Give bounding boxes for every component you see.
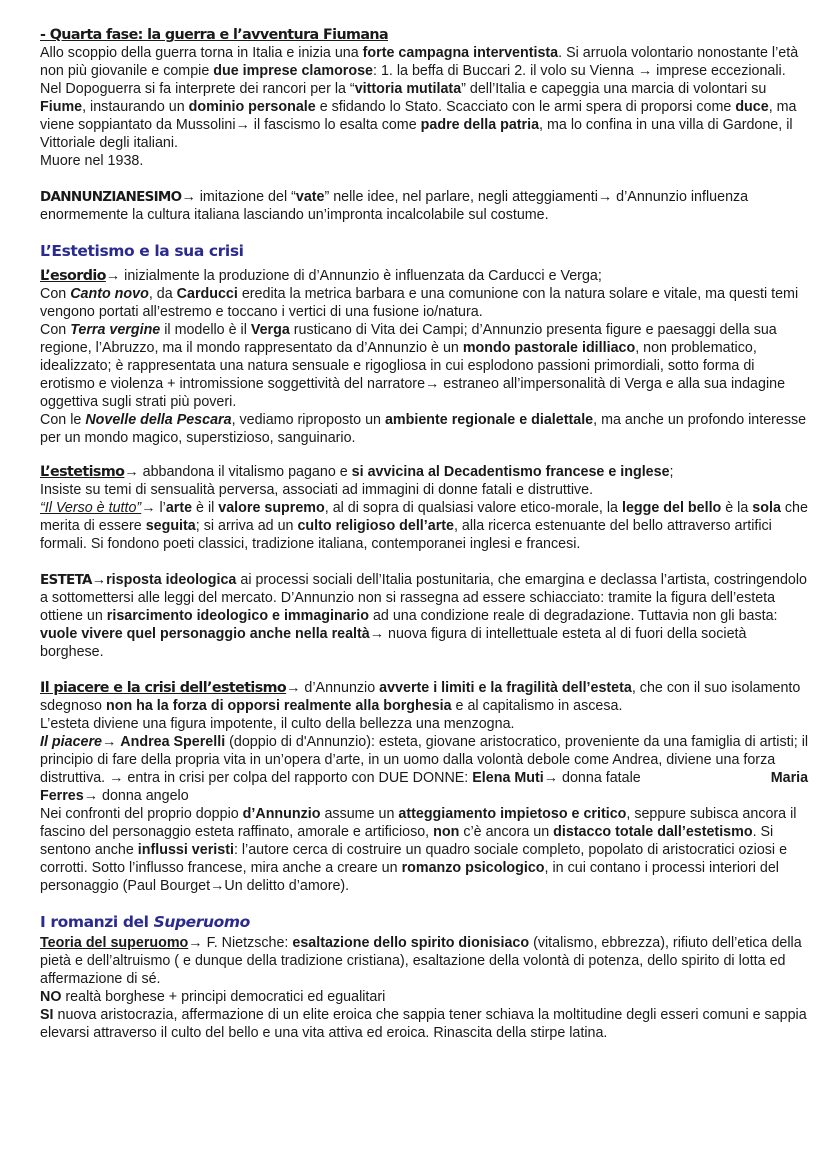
paragraph-morte: Muore nel 1938. (40, 153, 144, 169)
paragraph-guerra: Allo scoppio della guerra torna in Italia e inizia una forte campagna interventista. Si arruola volontario nonostante l’età non più giovanile e compie due imprese clamorose: 1. la beffa di Buccari 2. il volo su Vienna → imprese eccezionali. (40, 45, 799, 79)
piacere-label: Il piacere e la crisi dell’estetismo (40, 680, 287, 696)
paragraph-dannunzianesimo: DANNUNZIANESIMO→ imitazione del “vate” nelle idee, nel parlare, negli atteggiamenti→ d’Annunzio influenza enormemente la cultura italiana lasciando un’impronta incalcolabile sul costume. (40, 189, 749, 223)
paragraph-esteta-impotente: L’esteta diviene una figura impotente, il culto della bellezza una menzogna. (40, 716, 515, 732)
paragraph-il-piacere: Il piacere→ Andrea Sperelli (doppio di d'Annunzio): esteta, giovane aristocratico, proveniente da una famiglia di artisti; il principio di fare della propria vita in un’opera d’arte, in un uomo dalla volontà debole come Andrea, diviene una forza distruttiva. → entra in crisi per colpa del rapporto con DUE DONNE: Elena Muti→ donna fatale Maria Ferres→ donna angelo (40, 734, 809, 804)
section-title-superuomo: I romanzi del Superuomo (40, 913, 250, 931)
paragraph-novelle-pescara: Con le Novelle della Pescara, vediamo riproposto un ambiente regionale e dialettale, ma anche un profondo interesse per un mondo magico, superstizioso, sanguinario. (40, 412, 807, 446)
heading-text: - Quarta fase: la guerra e l’avventura Fiumana (40, 27, 389, 43)
estetismo-label: L’estetismo (40, 464, 125, 480)
paragraph-esordio: L’esordio→ inizialmente la produzione di d’Annunzio è influenzata da Carducci e Verga; (40, 268, 602, 284)
paragraph-canto-novo: Con Canto novo, da Carducci eredita la metrica barbara e una comunione con la natura solare e vitale, ma questi temi vengono portati all’estremo e toccano i vertici di una fusione io/natura. (40, 286, 799, 320)
paragraph-sensualita: Insiste su temi di sensualità perversa, associati ad immagini di donne fatali e distruttive. (40, 482, 594, 498)
paragraph-teoria-superuomo: Teoria del superuomo→ F. Nietzsche: esaltazione dello spirito dionisiaco (vitalismo, ebbrezza), rifiuto dell’etica della pietà e dell’altruismo ( e dunque della tradizione cristiana), esaltazione della volontà di potenza, dello spirito di lotta ed affermazione di sé. (40, 935, 802, 987)
paragraph-no: NO realtà borghese + principi democratici ed egualitari (40, 989, 386, 1005)
document-page (40, 26, 810, 1042)
paragraph-doppio: Nei confronti del proprio doppio d’Annunzio assume un atteggiamento impietoso e critico, seppure subisca ancora il fascino del personaggio esteta raffinato, amorale e artificioso, non c’è ancora un distacco totale dall’estetismo. Si sentono anche influssi veristi: l’autore cerca di costruire un quadro sociale completo, popolato di aristocratici oziosi e corrotti. Sotto l’influsso francese, mira anche a creare un romanzo psicologico, in cui contano i processi interiori del personaggio (Paul Bourget→Un delitto d’amore). (40, 806, 797, 894)
esteta-label: ESTETA (40, 572, 92, 588)
paragraph-terra-vergine: Con Terra vergine il modello è il Verga rusticano di Vita dei Campi; d’Annunzio presenta figure e paesaggi della sua regione, l’Abruzzo, ma il mondo rappresentato da d’Annunzio è un mondo pastorale idilliaco, non problematico, idealizzato; è rappresentata una natura sensuale e rigogliosa in cui esplodono passioni primordiali, sotto forma di erotismo e violenza + intromissione soggettività del narratore→ estraneo all’impersonalità di Verga e alla sua indagine oggettiva sugli strati più poveri. (40, 322, 786, 410)
paragraph-piacere-crisi: Il piacere e la crisi dell’estetismo→ d’Annunzio avverte i limiti e la fragilità dell’esteta, che con il suo isolamento sdegnoso non ha la forza di opporsi realmente alla borghesia e al capitalismo in ascesa. (40, 680, 801, 714)
section-heading-quarta-fase (40, 26, 810, 44)
section-title-estetismo: L’Estetismo e la sua crisi (40, 242, 244, 260)
teoria-label: Teoria del superuomo (40, 935, 189, 951)
paragraph-esteta: ESTETA→risposta ideologica ai processi sociali dell’Italia postunitaria, che emargina e declassa l’artista, costringendolo a sottomettersi alle leggi del mercato. D’Annunzio non si rassegna ad essere schiacciato: tramite la figura dell’esteta ottiene un risarcimento ideologico e immaginario ad una condizione reale di degradazione. Tuttavia non gli basta: vuole vivere quel personaggio anche nella realtà→ nuova figura di intellettuale esteta al di fuori della società borghese. (40, 572, 807, 660)
paragraph-dopoguerra: Nel Dopoguerra si fa interprete dei rancori per la “vittoria mutilata” dell’Italia e capeggia una marcia di volontari su Fiume, instaurando un dominio personale e sfidando lo Stato. Scacciato con le armi spera di proporsi come duce, ma viene soppiantato da Mussolini→ il fascismo lo esalta come padre della patria, ma lo confina in una villa di Gardone, il Vittoriale degli italiani. (40, 81, 797, 151)
paragraph-si: SI nuova aristocrazia, affermazione di un elite eroica che sappia tener schiava la moltitudine degli esseri comuni e sappia elevarsi attraverso il culto del bello e una vita attiva ed eroica. Rinascita della stirpe latina. (40, 1007, 807, 1041)
dannunzianesimo-label: DANNUNZIANESIMO (40, 189, 182, 205)
esordio-label: L’esordio (40, 268, 106, 284)
paragraph-estetismo: L’estetismo→ abbandona il vitalismo pagano e si avvicina al Decadentismo francese e inglese; (40, 464, 674, 480)
paragraph-verso-tutto: “Il Verso è tutto”→ l’arte è il valore supremo, al di sopra di qualsiasi valore etico-morale, la legge del bello è la sola che merita di essere seguita; si arriva ad un culto religioso dell’arte, alla ricerca estenuante del bello attraverso artifici formali. Si fondono poeti classici, tradizione italiana, contemporanei inglesi e francesi. (40, 500, 808, 552)
